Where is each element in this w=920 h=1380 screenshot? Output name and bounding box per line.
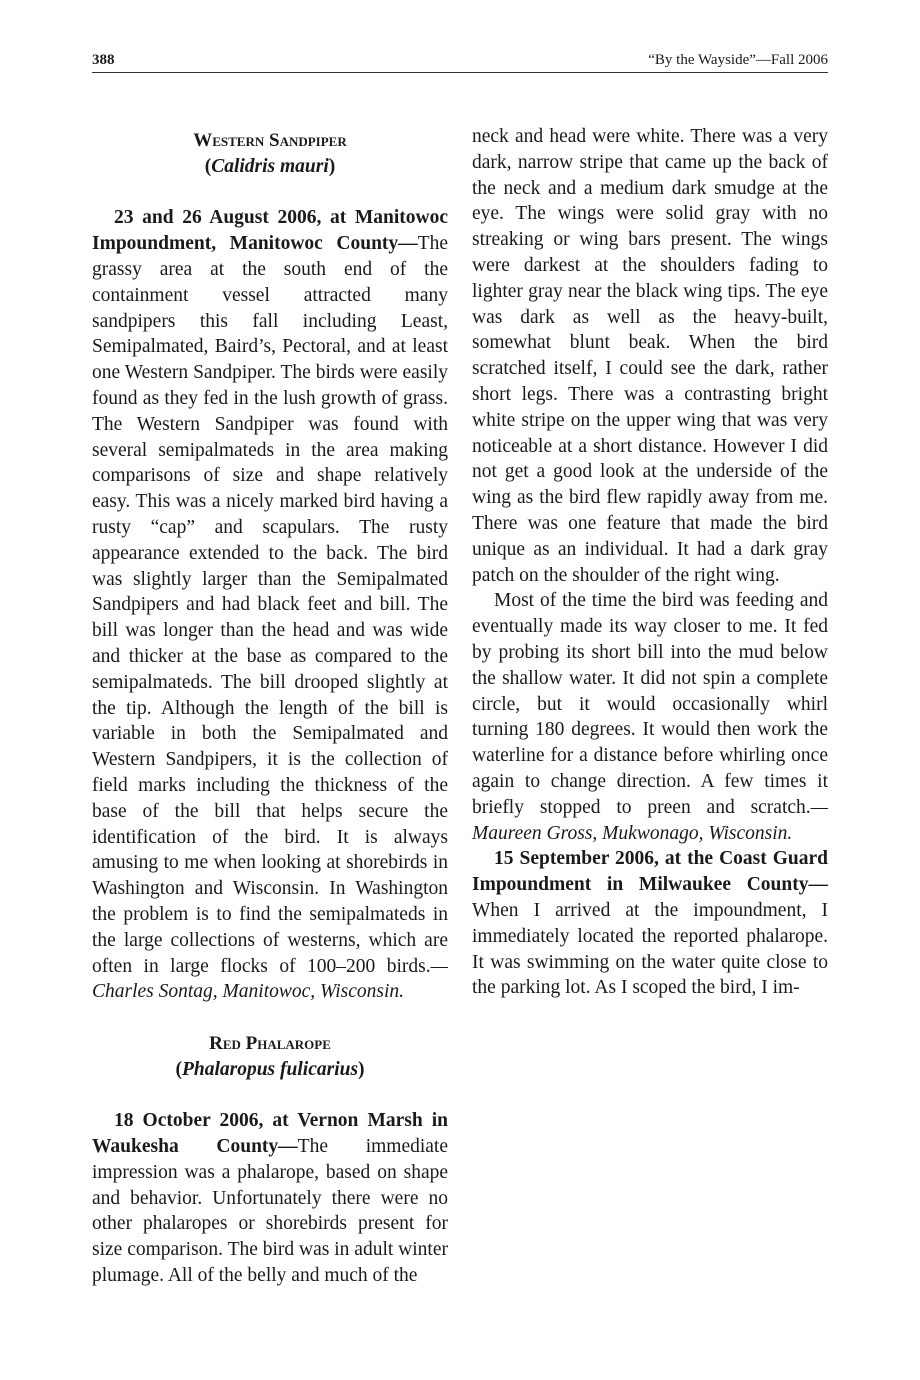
entry-red-phalarope-coast-guard: [472, 846, 828, 1001]
entry-heading: 23 and 26 August 2006, at Manitowoc Impoundment, Manitowoc County—: [92, 207, 448, 255]
entry-heading: 15 September 2006, at the Coast Guard Impoundment in Milwaukee County—: [472, 848, 828, 896]
left-column: [92, 124, 448, 1289]
species-heading-red-phalarope: [92, 1031, 448, 1083]
species-scientific-name: (Phalaropus fulicarius): [175, 1058, 365, 1080]
species-common-name: Western Sandpiper: [193, 130, 347, 151]
entry-body: The grassy area at the south end of the containment vessel attracted many sandpipers this fall including Least, Semipalmated, Baird’s, Pectoral, and at least one Western Sandpiper. The birds were easily found as they fed in the lush growth of grass. The Western Sandpiper was found with several semipalmateds in the area making comparisons of size and shape relatively easy. This was a nicely marked bird having a rusty “cap” and scapulars. The rusty appearance extended to the back. The bird was slightly larger than the Semipalmated Sandpipers and had black feet and bill. The bill was longer than the head and was wide and thicker at the base as compared to the semipalmateds. The bill drooped slightly at the tip. Although the length of the bill is variable in both the Semipalmated and Western Sandpipers, it is the collection of field marks including the thickness of the base of the bill that helps secure the identification of the bird. It is always amusing to me when looking at shorebirds in Washington and Wisconsin. In Washington the problem is to find the semipalmateds in the large collections of westerns, which are often in large flocks of 100–200 birds.: [92, 233, 448, 977]
entry-red-phalarope-vernon-marsh: [92, 1108, 448, 1289]
species-common-name: Red Phalarope: [209, 1032, 331, 1054]
entry-body: When I arrived at the impoundment, I immediately located the reported phalarope. It was swimming on the water quite close to the parking lot. As I scoped the bird, I im-: [472, 899, 828, 999]
observer-signature: —Maureen Gross, Mukwonago, Wisconsin.: [472, 796, 828, 844]
right-column: [472, 124, 828, 1001]
entry-body-p2: Most of the time the bird was feeding and eventually made its way closer to me. It fed by probing its short bill into the mud below the shallow water. It did not spin a complete circle, but it would occasionally whirl turning 180 degrees. It would then work the waterline for a distance before whirling once again to change direction. A few times it briefly stopped to preen and scratch.: [472, 590, 828, 818]
entry-western-sandpiper: [92, 205, 448, 1005]
running-head: [92, 50, 828, 72]
observer-signature: —Charles Sontag, Manitowoc, Wisconsin.: [92, 955, 448, 1003]
entry-body-continued: neck and head were white. There was a very dark, narrow stripe that came up the back of the neck and a medium dark smudge at the eye. The wings were solid gray with no streaking or wing bars present. The wings were darkest at the shoulders fading to lighter gray near the black wing tips. The eye was dark as well as the heavy-built, somewhat blunt beak. When the bird scratched itself, I could see the dark, rather short legs. There was a contrasting bright white stripe on the upper wing that was very noticeable at a short distance. However I did not get a good look at the underside of the wing as the bird flew rapidly away from me. There was one feature that made the bird unique as an individual. It had a dark gray patch on the shoulder of the right wing.: [472, 126, 828, 586]
page-number: 388: [92, 52, 115, 68]
species-scientific-name: (Calidris mauri): [204, 155, 336, 177]
entry-body-start: The immediate impression was a phalarope, based on shape and behavior. Unfortunately there were no other phalaropes or shorebirds present for size comparison. The bird was in adult winter plumage. All of the belly and much of the: [92, 1136, 448, 1287]
species-heading-western-sandpiper: [92, 128, 448, 180]
entry-heading: 18 October 2006, at Vernon Marsh in Waukesha County—: [92, 1110, 448, 1158]
running-title: “By the Wayside”—Fall 2006: [648, 52, 828, 68]
header-rule: [92, 72, 828, 73]
entry-red-phalarope-continued: [472, 588, 828, 846]
